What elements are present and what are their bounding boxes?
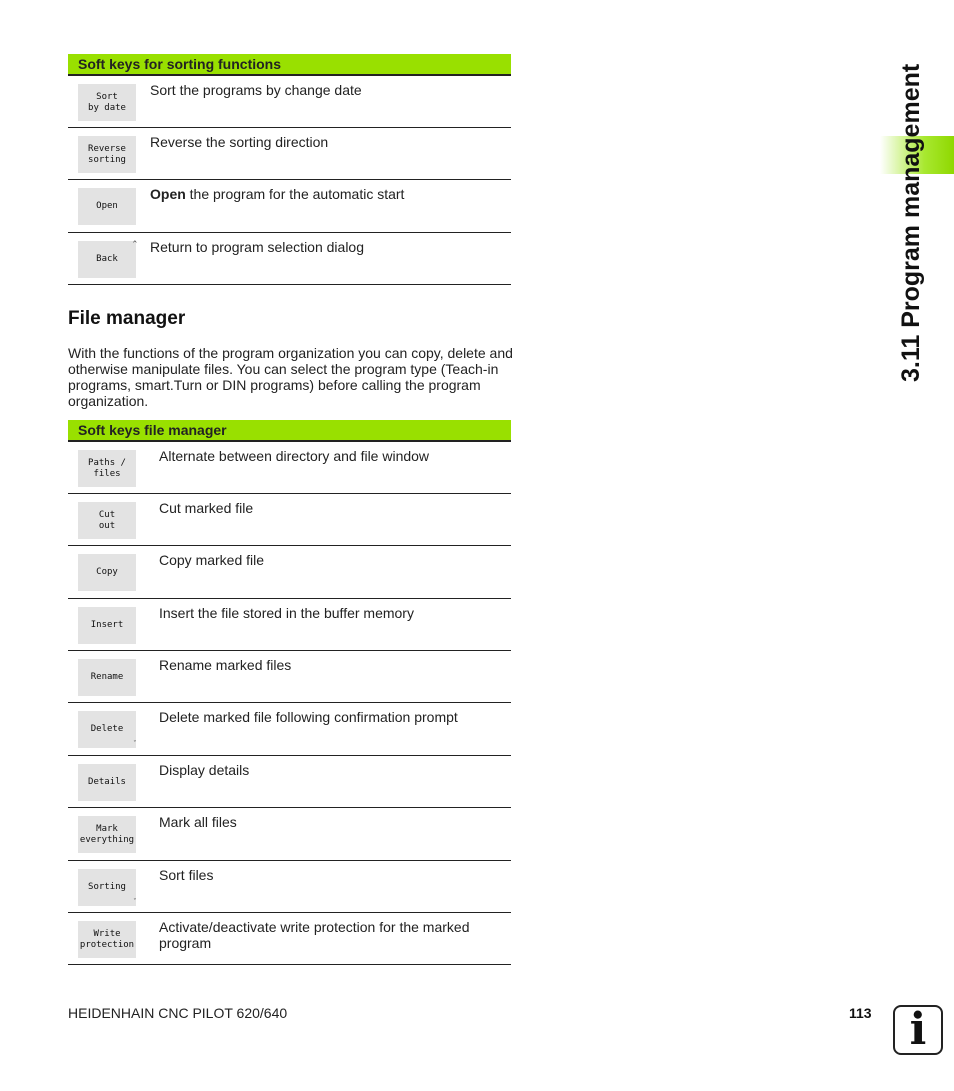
table-row	[68, 599, 511, 651]
description-text: the program for the automatic start	[185, 186, 405, 202]
sort-by-date-softkey[interactable]	[78, 84, 136, 121]
softkey-label: Sort by date	[88, 91, 126, 113]
back-softkey[interactable]	[78, 241, 136, 278]
table-header: Soft keys file manager	[68, 420, 511, 442]
delete-softkey[interactable]	[78, 711, 136, 748]
row-description: Delete marked file following confirmation prompt	[159, 709, 458, 725]
row-description: Activate/deactivate write protection for the marked program	[159, 919, 470, 951]
open-softkey[interactable]	[78, 188, 136, 225]
mark-everything-softkey[interactable]	[78, 816, 136, 853]
copy-softkey[interactable]	[78, 554, 136, 591]
softkey-label: Mark everything	[79, 823, 135, 845]
row-description: Sort files	[159, 867, 214, 883]
table-row	[68, 128, 511, 180]
row-description	[150, 186, 505, 202]
table-row	[68, 546, 511, 599]
footer-manual-name: HEIDENHAIN CNC PILOT 620/640	[68, 1005, 288, 1021]
table-row	[68, 861, 511, 913]
softkey-label: Paths / files	[88, 457, 126, 479]
info-icon: i	[893, 1005, 943, 1055]
softkey-label: Write protection	[79, 928, 135, 950]
row-description: Mark all files	[159, 814, 237, 830]
section-title: File manager	[68, 308, 186, 329]
table-row	[68, 756, 511, 808]
softkey-label: Cut out	[98, 509, 116, 531]
table-row	[68, 442, 511, 494]
row-description: Display details	[159, 762, 250, 778]
softkey-label: Sorting	[88, 882, 126, 892]
softkey-label: Details	[88, 777, 126, 787]
insert-softkey[interactable]	[78, 607, 136, 644]
caret-up-icon: ^	[132, 240, 137, 248]
softkey-label: Rename	[90, 672, 124, 682]
write-protection-softkey[interactable]	[78, 921, 136, 958]
softkey-label: Back	[96, 254, 118, 264]
chapter-title: 3.11 Program management	[897, 63, 925, 382]
table-header: Soft keys for sorting functions	[68, 54, 511, 76]
table-row	[68, 808, 511, 861]
bold-term: Open	[150, 186, 186, 202]
file-manager-softkeys-table	[68, 420, 511, 965]
row-description: Sort the programs by change date	[150, 82, 362, 98]
table-row	[68, 703, 511, 756]
table-row	[68, 76, 511, 128]
row-description: Insert the file stored in the buffer memory	[159, 605, 414, 621]
row-description: Rename marked files	[159, 657, 292, 673]
softkey-label: Reverse sorting	[88, 143, 126, 165]
softkey-label: Delete	[90, 724, 124, 734]
reverse-sorting-softkey[interactable]	[78, 136, 136, 173]
section-body: With the functions of the program organization you can copy, delete and otherwise manipulate files. You can select the program type (Teach-in programs, smart.Turn or DIN programs) before calling the program organization.	[68, 345, 513, 409]
caret-down-icon: ˇ	[132, 898, 137, 906]
row-description: Return to program selection dialog	[150, 239, 365, 255]
softkey-label: Open	[96, 201, 118, 211]
table-row	[68, 180, 511, 233]
sorting-softkey[interactable]	[78, 869, 136, 906]
cut-out-softkey[interactable]	[78, 502, 136, 539]
table-row	[68, 494, 511, 546]
softkey-label: Insert	[90, 620, 124, 630]
table-row	[68, 651, 511, 703]
softkey-label: Copy	[96, 567, 118, 577]
paths-files-softkey[interactable]	[78, 450, 136, 487]
page-number: 113	[849, 1005, 872, 1021]
caret-down-icon: ˇ	[132, 740, 137, 748]
row-description: Copy marked file	[159, 552, 265, 568]
row-description: Reverse the sorting direction	[150, 134, 329, 150]
sorting-softkeys-table	[68, 54, 511, 285]
row-description: Alternate between directory and file window	[159, 448, 430, 464]
rename-softkey[interactable]	[78, 659, 136, 696]
row-description: Cut marked file	[159, 500, 254, 516]
details-softkey[interactable]	[78, 764, 136, 801]
table-row	[68, 913, 511, 965]
table-row	[68, 233, 511, 285]
